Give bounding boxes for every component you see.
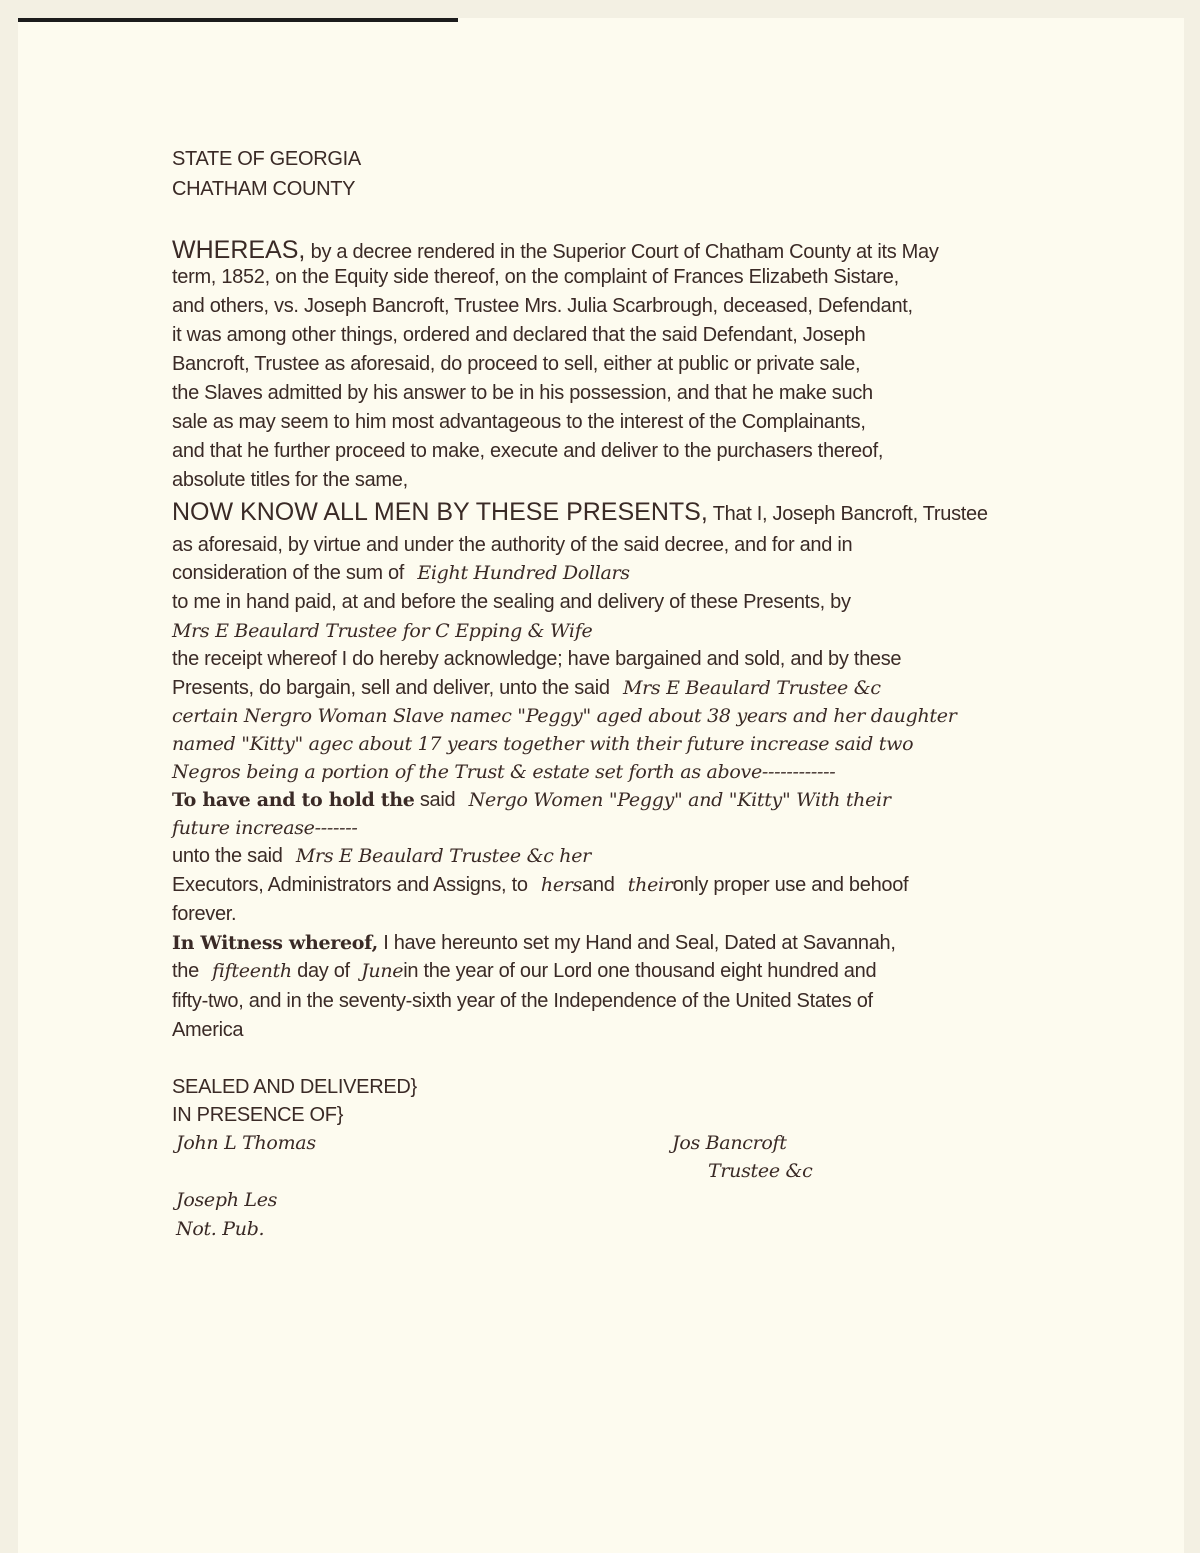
handwritten-description: Negros being a portion of the Trust & estate set forth as above------------	[172, 761, 836, 783]
habendum-line-1	[172, 789, 891, 812]
handwritten-month: June	[361, 960, 404, 982]
whereas-line: the Slaves admitted by his answer to be in his possession, and that he make such	[172, 382, 873, 404]
whereas-text: by a decree rendered in the Superior Court of Chatham County at its May	[310, 241, 939, 263]
presents-line: to me in hand paid, at and before the sealing and delivery of these Presents, by	[172, 591, 851, 613]
witness-lead: In Witness whereof,	[172, 932, 378, 954]
habendum-said: said	[419, 789, 456, 811]
whereas-line: and that he further proceed to make, execute and deliver to the purchasers thereof,	[172, 440, 884, 462]
habendum-line	[172, 874, 908, 897]
forever-text: forever.	[172, 903, 237, 925]
witness-line-1	[172, 932, 896, 955]
whereas-lead: WHEREAS,	[172, 236, 306, 264]
grantor-signature: Jos Bancroft	[672, 1132, 787, 1154]
witness-line: fifty-two, and in the seventy-sixth year of the Independence of the United States of	[172, 990, 873, 1012]
witness-text: I have hereunto set my Hand and Seal, Dated at Savannah,	[383, 932, 896, 954]
state-heading: STATE OF GEORGIA	[172, 148, 361, 170]
consideration-text: consideration of the sum of	[172, 562, 405, 584]
deliver-text: Presents, do bargain, sell and deliver, unto the said	[172, 677, 610, 699]
whereas-line: absolute titles for the same,	[172, 469, 408, 491]
exec-mid: and	[582, 874, 615, 896]
whereas-line: sale as may seem to him most advantageous to the interest of the Complainants,	[172, 411, 866, 433]
presents-line-1	[172, 498, 988, 527]
whereas-line: and others, vs. Joseph Bancroft, Trustee Mrs. Julia Scarbrough, deceased, Defendant,	[172, 295, 913, 317]
witness-signature-2: Joseph Les	[176, 1189, 278, 1211]
witness-line	[172, 960, 876, 983]
handwritten-unto: Mrs E Beaulard Trustee &c her	[295, 845, 591, 867]
handwritten-sum: Eight Hundred Dollars	[417, 562, 630, 584]
sealed-delivered: SEALED AND DELIVERED}	[172, 1076, 417, 1098]
unto-text: unto the said	[172, 845, 283, 867]
presents-lead: NOW KNOW ALL MEN BY THESE PRESENTS,	[172, 498, 708, 526]
witness-line: America	[172, 1019, 244, 1041]
exec-suffix: only proper use and behoof	[672, 874, 909, 896]
notary-title: Not. Pub.	[176, 1218, 265, 1240]
handwritten-their: their	[627, 874, 673, 896]
county-heading: CHATHAM COUNTY	[172, 178, 356, 200]
presents-line: as aforesaid, by virtue and under the authority of the said decree, and for and in	[172, 534, 853, 556]
habendum-lead: To have and to hold the	[172, 789, 415, 811]
witness-signature-1: John L Thomas	[176, 1132, 316, 1154]
year-text: in the year of our Lord one thousand eight hundred and	[403, 960, 877, 982]
the-text: the	[172, 960, 199, 982]
presents-line	[172, 562, 630, 585]
presents-text: That I, Joseph Bancroft, Trustee	[712, 503, 988, 525]
exec-text: Executors, Administrators and Assigns, to	[172, 874, 528, 896]
handwritten-hers: hers	[540, 874, 583, 896]
whereas-line-1	[172, 236, 939, 265]
whereas-line: it was among other things, ordered and declared that the said Defendant, Joseph	[172, 324, 866, 346]
handwritten-grantee: Mrs E Beaulard Trustee &c	[623, 677, 881, 699]
handwritten-habendum: future increase-------	[172, 817, 358, 839]
whereas-line: term, 1852, on the Equity side thereof, on the complaint of Frances Elizabeth Sistare,	[172, 266, 899, 288]
habendum-line	[172, 845, 591, 868]
presents-line	[172, 677, 881, 700]
whereas-line: Bancroft, Trustee as aforesaid, do proceed to sell, either at public or private sale,	[172, 353, 861, 375]
presents-line: the receipt whereof I do hereby acknowledge; have bargained and sold, and by these	[172, 648, 902, 670]
handwritten-habendum: Nergo Women "Peggy" and "Kitty" With their	[468, 789, 891, 811]
grantor-title: Trustee &c	[708, 1160, 813, 1182]
handwritten-description: named "Kitty" agec about 17 years together with their future increase said two	[172, 733, 914, 755]
handwritten-day: fifteenth	[212, 960, 292, 982]
day-of-text: day of	[297, 960, 350, 982]
handwritten-description: certain Nergro Woman Slave namec "Peggy" aged about 38 years and her daughter	[172, 705, 957, 727]
handwritten-purchaser: Mrs E Beaulard Trustee for C Epping & Wife	[172, 620, 593, 642]
in-presence-of: IN PRESENCE OF}	[172, 1104, 344, 1126]
